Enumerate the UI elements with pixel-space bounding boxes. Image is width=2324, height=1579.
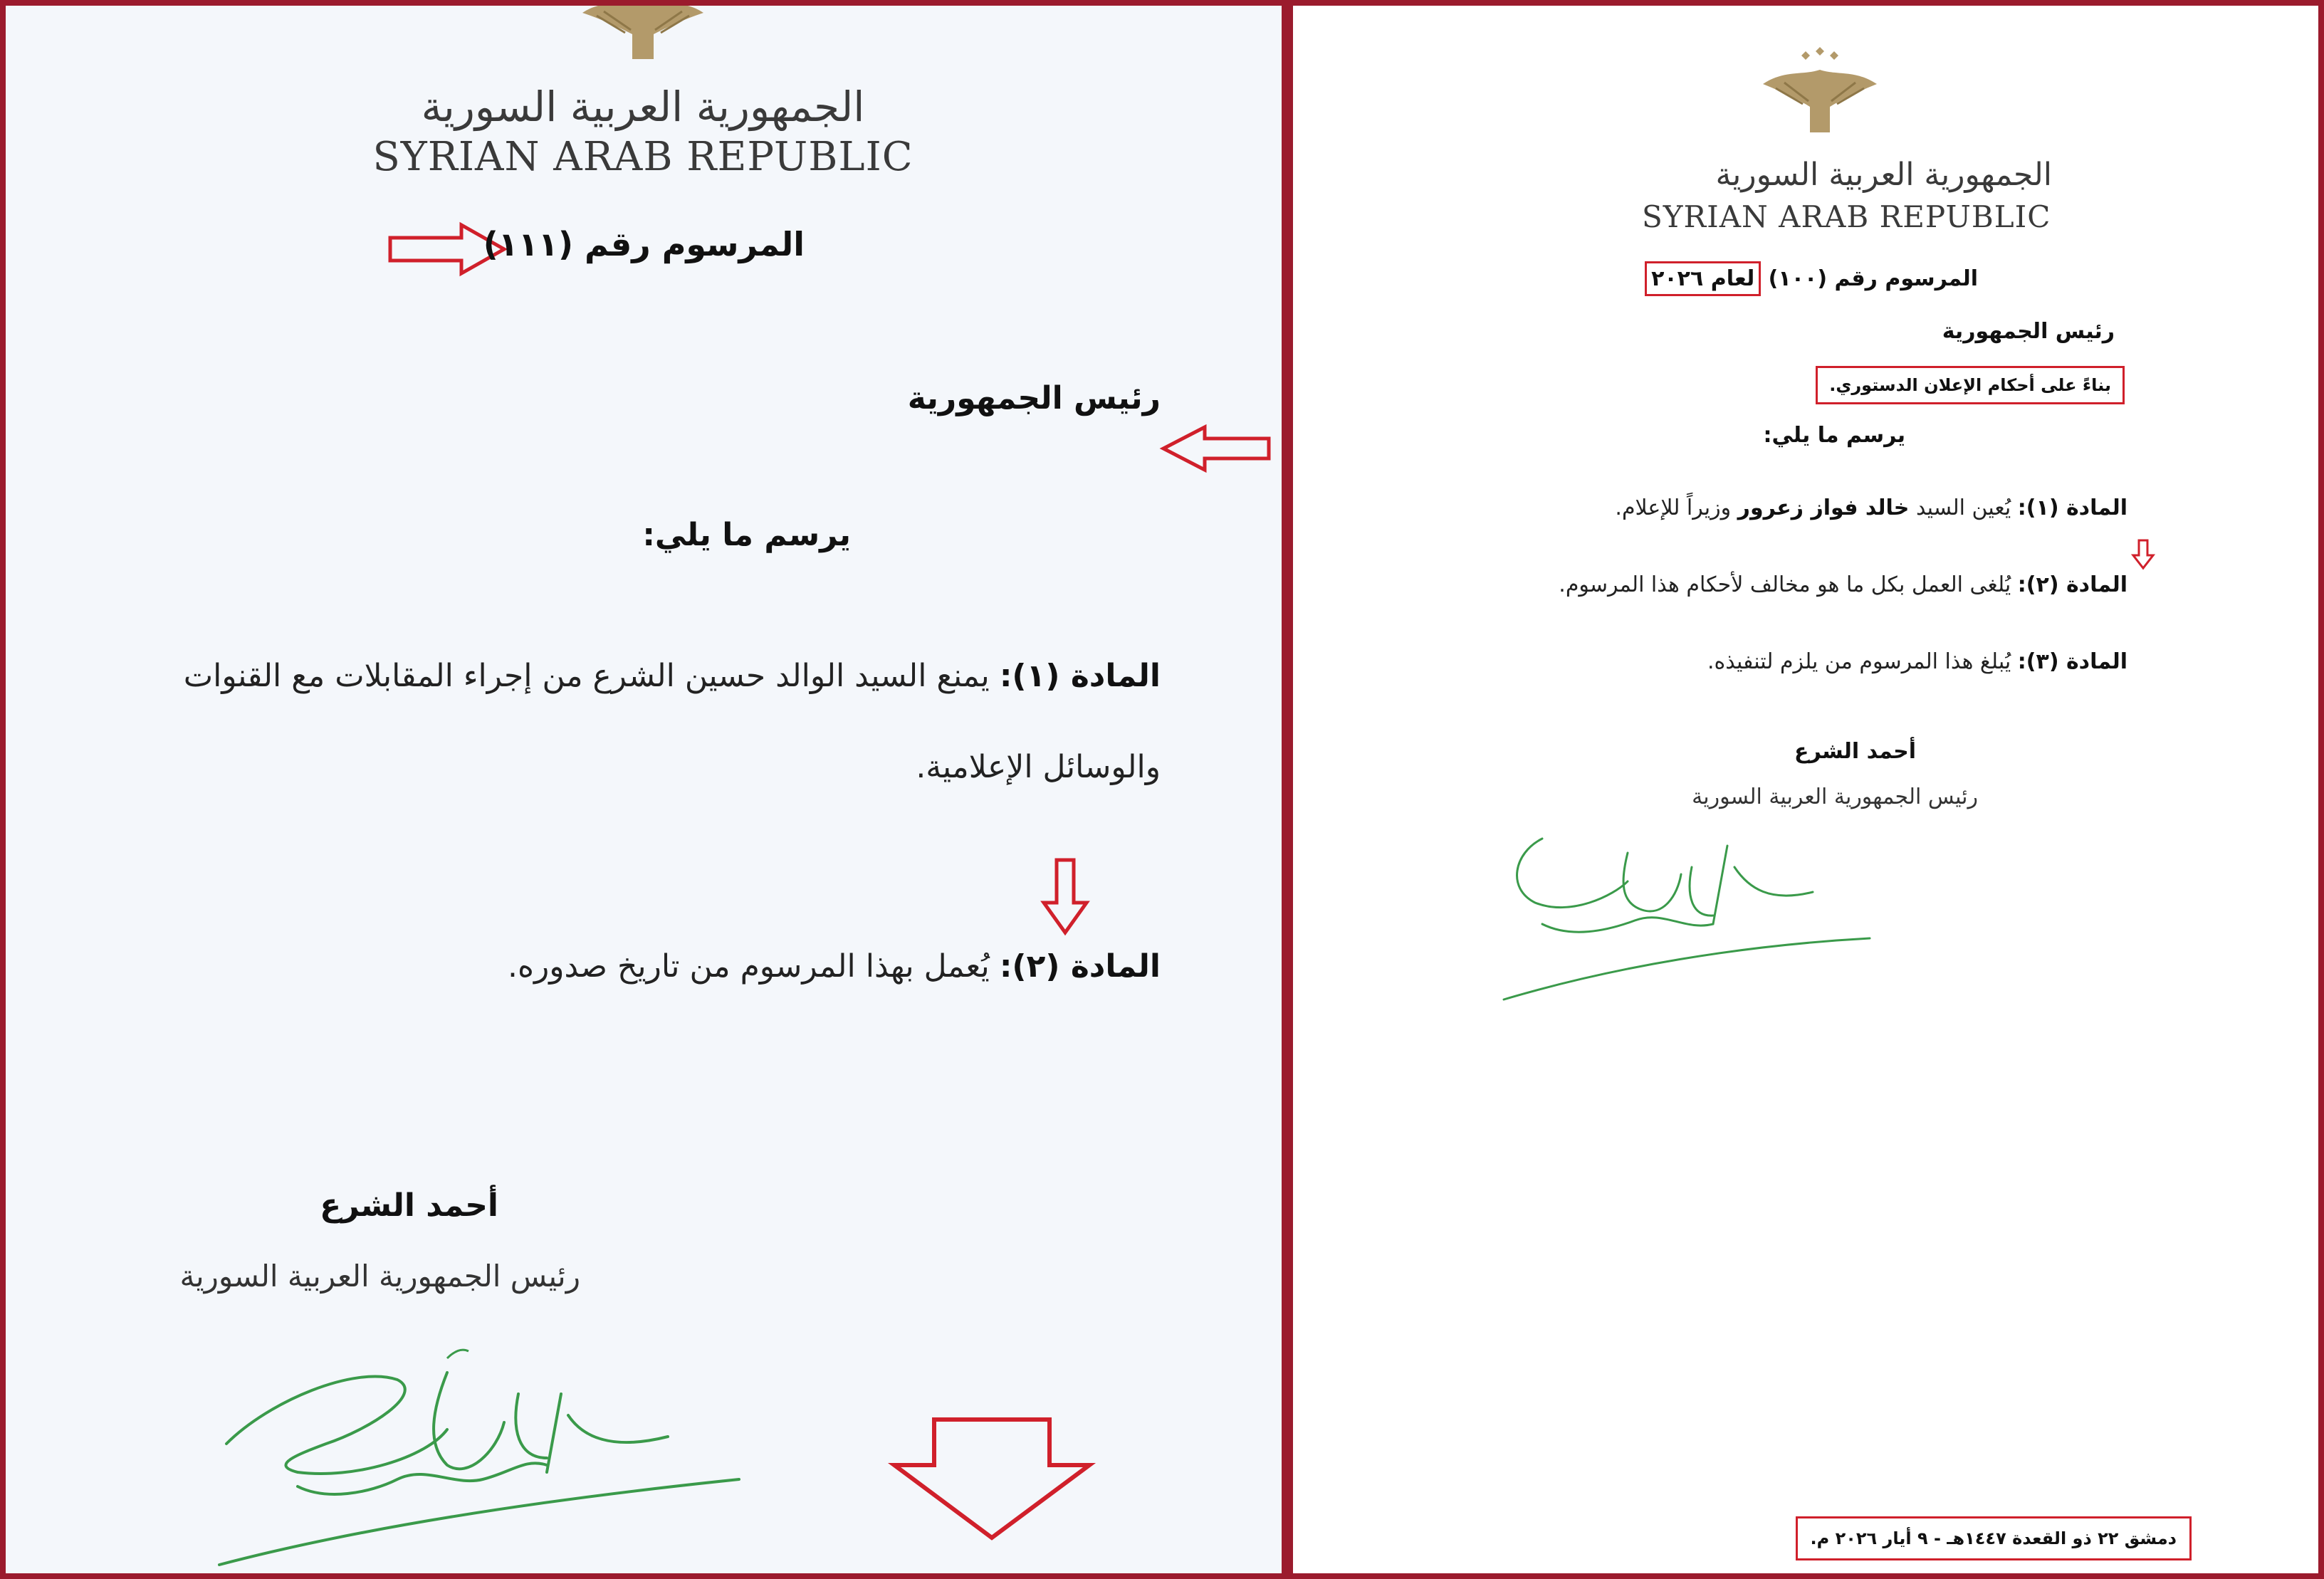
country-name-arabic: الجمهورية العربية السورية [421, 83, 865, 131]
issue-date-footer: دمشق ٢٢ ذو القعدة ١٤٤٧هـ - ٩ أيار ٢٠٢٦ م. [1796, 1516, 2192, 1560]
red-arrow-left-icon [1159, 423, 1273, 474]
article-1-line-1 [184, 658, 1161, 694]
left-decree-document [6, 6, 1282, 1573]
red-arrow-down-large-icon [889, 1415, 1095, 1543]
signatory-name: أحمد الشرع [1794, 739, 1916, 764]
article-1-text-b: وزيراً للإعلام. [1615, 495, 1732, 520]
article-1-line-2: والوسائل الإعلامية. [916, 749, 1161, 785]
decree-number [1645, 266, 1978, 291]
article-2-line [1559, 572, 2127, 597]
president-title: رئيس الجمهورية [907, 380, 1161, 416]
constitutional-basis: بناءً على أحكام الإعلان الدستوري. [1816, 366, 2125, 404]
signatory-name: أحمد الشرع [320, 1187, 498, 1224]
eagle-emblem-icon [1756, 41, 1884, 141]
article-2-text: يُلغى العمل بكل ما هو مخالف لأحكام هذا المرسوم. [1559, 572, 2011, 597]
article-3-text: يُبلغ هذا المرسوم من يلزم لتنفيذه. [1707, 649, 2011, 674]
country-name-english: SYRIAN ARAB REPUBLIC [1642, 199, 2051, 234]
signatory-role: رئيس الجمهورية العربية السورية [179, 1259, 580, 1294]
article-1-name: خالد فواز زعرور [1737, 495, 1910, 520]
country-name-arabic: الجمهورية العربية السورية [1715, 157, 2052, 193]
article-1-line [1615, 495, 2127, 520]
president-title: رئيس الجمهورية [1942, 319, 2115, 344]
right-decree-document [1293, 6, 2318, 1573]
decree-number: المرسوم رقم (١١١) [483, 225, 805, 263]
red-arrow-down-icon [1040, 857, 1091, 937]
article-2-line [508, 948, 1161, 985]
signature-image [212, 1316, 753, 1573]
article-2-label: المادة (٢): [2017, 572, 2127, 597]
decree-year: لعام ٢٠٢٦ [1645, 261, 1761, 296]
article-2-label: المادة (٢): [999, 948, 1161, 985]
country-name-english: SYRIAN ARAB REPUBLIC [372, 134, 914, 180]
article-1-text-a: يُعين السيد [1915, 495, 2011, 520]
article-1-label: المادة (١): [999, 658, 1161, 694]
decrees-following: يرسم ما يلي: [642, 517, 851, 553]
decree-number-prefix: المرسوم رقم (١٠٠) [1768, 266, 1978, 291]
article-1-text: يمنع السيد الوالد حسين الشرع من إجراء المقابلات مع القنوات [183, 658, 990, 694]
article-3-line [1707, 649, 2127, 674]
eagle-emblem-icon [575, 6, 711, 70]
article-1-label: المادة (١): [2017, 495, 2127, 520]
article-3-label: المادة (٣): [2017, 649, 2127, 674]
red-arrow-down-small-icon [2130, 538, 2156, 571]
signatory-role: رئيس الجمهورية العربية السورية [1692, 785, 1978, 809]
decrees-following: يرسم ما يلي: [1763, 423, 1905, 448]
signature-image [1499, 824, 1898, 1009]
article-2-text: يُعمل بهذا المرسوم من تاريخ صدوره. [508, 948, 990, 985]
